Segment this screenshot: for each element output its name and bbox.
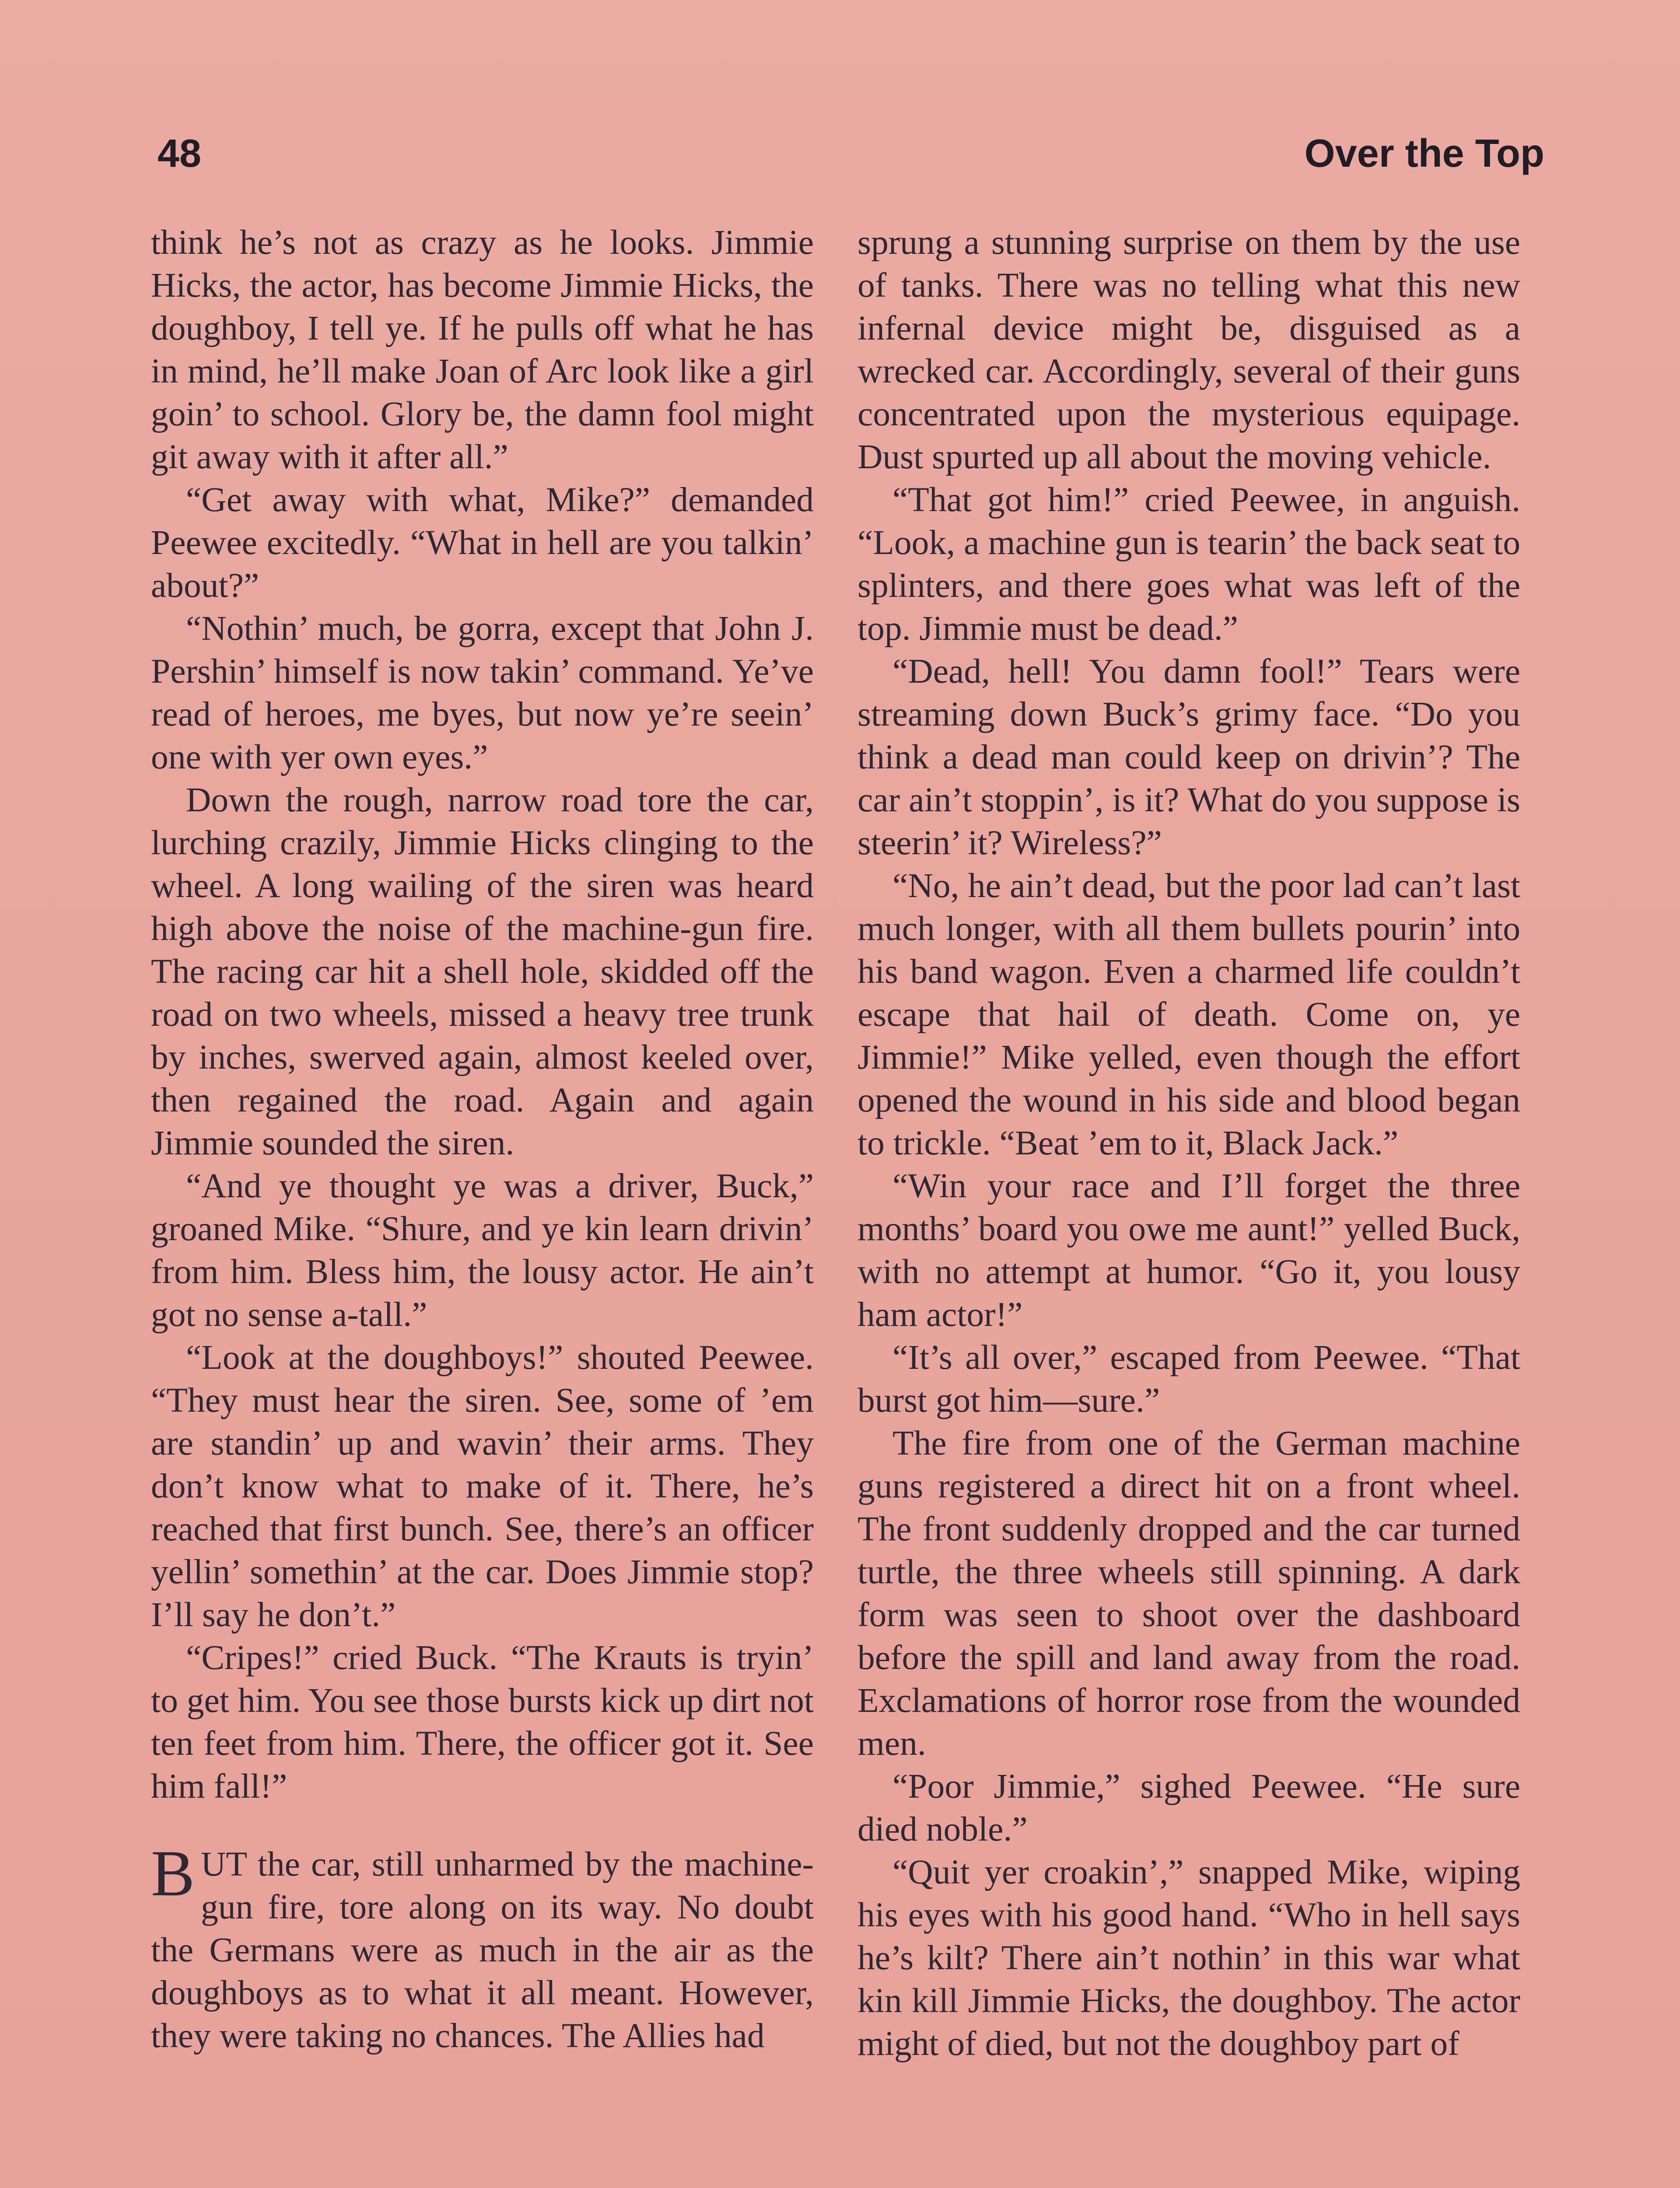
paragraph: “Look at the doughboys!” shouted Peewee. “They must hear the siren. See, some of ’em are standin’ up and wavin’ their arms. They don’t know what to make of it. There, he’s reached that first bunch. See, there’s an officer yellin’ somethin’ at the car. Does Jimmie stop? I’ll say he don’t.” [151,1338,814,1634]
paragraph: “Cripes!” cried Buck. “The Krauts is tryin’ to get him. You see those bursts kick up dirt not ten feet from him. There, the officer got it. See him fall!” [151,1638,814,1806]
paragraph: “Nothin’ much, be gorra, except that John J. Pershin’ himself is now takin’ command. Ye’ve read of heroes, me byes, but now ye’re seein’ one with yer own eyes.” [151,609,814,776]
paragraph: “And ye thought ye was a driver, Buck,” groaned Mike. “Shure, and ye kin learn drivin’ from him. Bless him, the lousy actor. He ain’t got no sense a-tall.” [151,1167,814,1334]
running-head: Over the Top [1304,132,1544,175]
paragraph: “Get away with what, Mike?” demanded Peewee excitedly. “What in hell are you talkin’ about?” [151,480,814,605]
right-column [858,221,1520,2065]
paragraph: “Dead, hell! You damn fool!” Tears were streaming down Buck’s grimy face. “Do you think a dead man could keep on drivin’? The car ain’t stoppin’, is it? What do you suppose is steerin’ it? Wireless?” [858,652,1520,862]
paragraph: think he’s not as crazy as he looks. Jimmie Hicks, the actor, has become Jimmie Hicks, the doughboy, I tell ye. If he pulls off what he has in mind, he’ll make Joan of Arc look like a girl goin’ to school. Glory be, the damn fool might git away with it after all.” [151,223,814,476]
paragraph: “That got him!” cried Peewee, in anguish. “Look, a machine gun is tearin’ the back seat to splinters, and there goes what was left of the top. Jimmie must be dead.” [858,480,1520,648]
paragraph: “It’s all over,” escaped from Peewee. “That burst got him—sure.” [858,1338,1520,1420]
paragraph-text: UT the car, still unharmed by the machine-gun fire, tore along on its way. No doubt the Germans were as much in the air as the doughboys as to what it all meant. However, they were taking no chances. The Allies had [151,1845,814,2055]
paragraph: “No, he ain’t dead, but the poor lad can’t last much longer, with all them bullets pourin’ into his band wagon. Even a charmed life couldn’t escape that hail of death. Come on, ye Jimmie!” Mike yelled, even though the effort opened the wound in his side and blood began to trickle. “Beat ’em to it, Black Jack.” [858,866,1520,1162]
paragraph: “Poor Jimmie,” sighed Peewee. “He sure died noble.” [858,1767,1520,1848]
paragraph: The fire from one of the German machine guns registered a direct hit on a front wheel. The front suddenly dropped and the car turned turtle, the three wheels still spinning. A dark form was seen to shoot over the dashboard before the spill and land away from the road. Exclamations of horror rose from the wounded men. [858,1424,1520,1763]
section-start-paragraph [151,1837,814,2057]
page-header [158,131,1544,188]
paragraph: sprung a stunning surprise on them by the use of tanks. There was no telling what this new infernal device might be, disguised as a wrecked car. Accordingly, several of their guns concentrated upon the mysterious equipage. Dust spurted up all about the moving vehicle. [858,223,1520,476]
left-column [151,221,814,2057]
page-number: 48 [158,132,202,175]
drop-cap: B [151,1837,195,1910]
paragraph: “Win your race and I’ll forget the three months’ board you owe me aunt!” yelled Buck, with no attempt at humor. “Go it, you lousy ham actor!” [858,1167,1520,1334]
paragraph: Down the rough, narrow road tore the car, lurching crazily, Jimmie Hicks clinging to the wheel. A long wailing of the siren was heard high above the noise of the machine-gun fire. The racing car hit a shell hole, skidded off the road on two wheels, missed a heavy tree trunk by inches, swerved again, almost keeled over, then regained the road. Again and again Jimmie sounded the siren. [151,781,814,1162]
paragraph: “Quit yer croakin’,” snapped Mike, wiping his eyes with his good hand. “Who in hell says he’s kilt? There ain’t nothin’ in this war what kin kill Jimmie Hicks, the doughboy. The actor might of died, but not the doughboy part of [858,1853,1520,2063]
